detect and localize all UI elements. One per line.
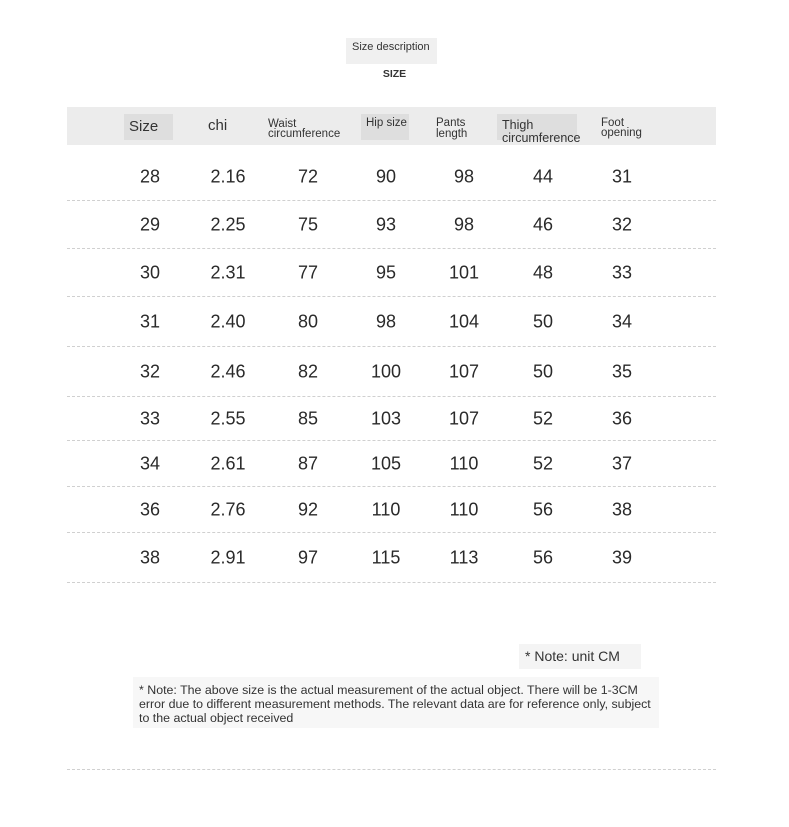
- table-cell: 50: [532, 311, 554, 332]
- table-cell: 110: [371, 499, 401, 520]
- table-cell: 110: [449, 499, 479, 520]
- table-cell: 2.25: [210, 214, 246, 235]
- table-row: [67, 347, 716, 397]
- table-cell: 50: [532, 361, 554, 382]
- table-cell: 48: [532, 262, 554, 283]
- table-cell: 2.61: [210, 453, 246, 474]
- table-cell: 38: [139, 547, 161, 568]
- table-cell: 37: [611, 453, 633, 474]
- table-cell: 113: [449, 547, 479, 568]
- table-cell: 38: [611, 499, 633, 520]
- table-cell: 2.91: [210, 547, 246, 568]
- table-cell: 95: [375, 262, 397, 283]
- table-row: [67, 441, 716, 487]
- disclaimer-note: * Note: The above size is the actual measurement of the actual object. There will be 1-3CM error due to different measurement methods. The relevant data are for reference only, subject to the actual object received: [133, 677, 659, 728]
- table-cell: 33: [611, 262, 633, 283]
- table-row: [67, 297, 716, 347]
- table-header: [67, 107, 716, 145]
- table-cell: 72: [297, 166, 319, 187]
- table-cell: 36: [139, 499, 161, 520]
- table-cell: 36: [611, 408, 633, 429]
- header-hip-size: Hip size: [361, 114, 409, 140]
- table-cell: 97: [297, 547, 319, 568]
- table-cell: 101: [448, 262, 480, 283]
- table-cell: 2.31: [210, 262, 246, 283]
- table-cell: 90: [375, 166, 397, 187]
- table-cell: 2.16: [210, 166, 246, 187]
- size-title: SIZE: [382, 68, 407, 80]
- header-foot-opening: Foot opening: [601, 117, 642, 139]
- unit-note: * Note: unit CM: [519, 644, 641, 669]
- table-row: [67, 153, 716, 201]
- header-thigh-circumference: Thigh circumference: [497, 114, 577, 140]
- table-cell: 92: [297, 499, 319, 520]
- table-cell: 105: [370, 453, 402, 474]
- table-cell: 2.40: [210, 311, 246, 332]
- table-cell: 32: [611, 214, 633, 235]
- table-row: [67, 249, 716, 297]
- table-cell: 87: [297, 453, 319, 474]
- table-cell: 56: [532, 499, 554, 520]
- table-cell: 98: [375, 311, 397, 332]
- table-cell: 39: [611, 547, 633, 568]
- table-cell: 110: [449, 453, 479, 474]
- row-divider: [67, 582, 716, 583]
- table-cell: 34: [611, 311, 633, 332]
- bottom-divider: [67, 769, 716, 770]
- table-row: [67, 201, 716, 249]
- table-cell: 98: [453, 214, 475, 235]
- table-cell: 85: [297, 408, 319, 429]
- table-row: [67, 487, 716, 533]
- table-cell: 28: [139, 166, 161, 187]
- table-cell: 30: [139, 262, 161, 283]
- header-pants-length: Pants length: [436, 117, 468, 140]
- table-cell: 2.46: [210, 361, 246, 382]
- table-cell: 52: [532, 453, 554, 474]
- table-cell: 107: [448, 408, 480, 429]
- table-cell: 93: [375, 214, 397, 235]
- header-size: Size: [124, 114, 173, 140]
- table-cell: 100: [370, 361, 402, 382]
- table-cell: 75: [297, 214, 319, 235]
- table-cell: 34: [139, 453, 161, 474]
- table-row: [67, 533, 716, 583]
- table-cell: 31: [611, 166, 633, 187]
- table-cell: 33: [139, 408, 161, 429]
- table-cell: 103: [370, 408, 402, 429]
- size-description-label: Size description: [346, 38, 437, 64]
- table-cell: 52: [532, 408, 554, 429]
- table-cell: 31: [139, 311, 161, 332]
- table-cell: 2.55: [210, 408, 246, 429]
- table-cell: 35: [611, 361, 633, 382]
- table-cell: 44: [532, 166, 554, 187]
- table-row: [67, 397, 716, 441]
- header-chi: chi: [208, 117, 228, 134]
- table-cell: 46: [532, 214, 554, 235]
- table-cell: 32: [139, 361, 161, 382]
- header-waist-circumference: Waist circumference: [268, 118, 341, 140]
- table-cell: 82: [297, 361, 319, 382]
- table-cell: 77: [297, 262, 319, 283]
- table-cell: 56: [532, 547, 554, 568]
- table-cell: 80: [297, 311, 319, 332]
- table-cell: 2.76: [210, 499, 246, 520]
- table-cell: 115: [371, 547, 401, 568]
- table-cell: 98: [453, 166, 475, 187]
- table-cell: 107: [448, 361, 480, 382]
- table-cell: 29: [139, 214, 161, 235]
- table-cell: 104: [448, 311, 480, 332]
